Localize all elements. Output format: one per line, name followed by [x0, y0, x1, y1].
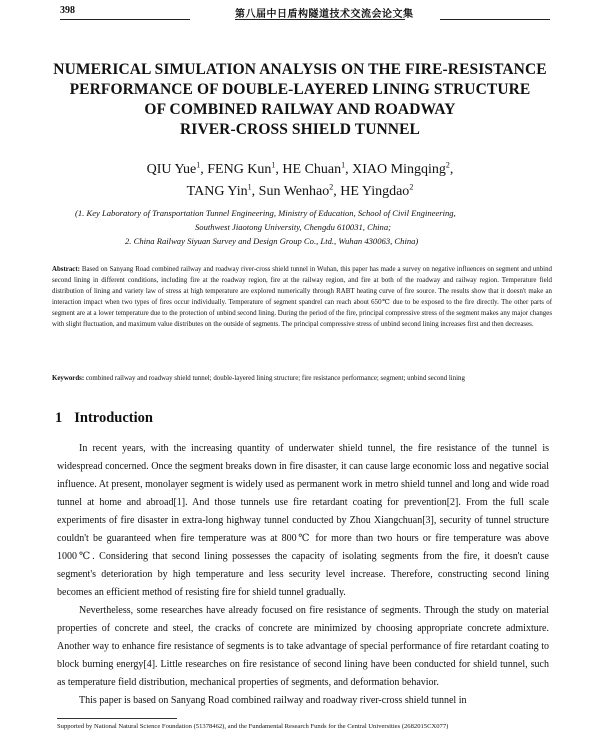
author-name: XIAO Mingqing	[352, 162, 446, 177]
author-name: HE Chuan	[282, 162, 342, 177]
author-affil-mark: 1	[271, 160, 276, 170]
author-affil-mark: 1	[247, 182, 252, 192]
running-header	[60, 5, 550, 21]
paragraph: This paper is based on Sanyang Road combined railway and roadway river-cross shield tunnel in	[79, 695, 467, 706]
page-number: 398	[60, 5, 75, 16]
author-affil-mark: 1	[196, 160, 201, 170]
keywords-text: combined railway and roadway shield tunnel; double-layered lining structure; fire resistance performance; segment; unbind second lining	[84, 375, 465, 382]
paragraph: In recent years, with the increasing quantity of underwater shield tunnel, the fire resistance of the tunnel is widespread concerned. Once the segment breaks down in fire disaster, it can cause large economic loss and negative social influence. At present, monolayer segment is widely used as permanent work in metro shield tunnel and long and wide road tunnel at home and abroad[1]. And those tunnels use fire retardant coating for prevention[2]. From the full scale experiments of fire disaster in extra-long highway tunnel conducted by Zhou Xiangchuan[3], security of tunnel structure couldn't be guaranteed when fire temperature was at 800℃ for more than two hours or fire temperature was above 1000℃. Considering that second lining possesses the capacity of isolating segments from the fire, it doesn't cause segment's deterioration by high temperature and less security level increase. Therefore, constructing second lining becomes an efficient method of resisting fire for shield tunnel gradually.	[57, 443, 549, 598]
affiliation-line: (1. Key Laboratory of Transportation Tunnel Engineering, Ministry of Education, School of Civil Engineering,	[75, 208, 456, 218]
author-name: HE Yingdao	[340, 184, 410, 199]
running-title: 第八届中日盾构隧道技术交流会论文集	[235, 9, 414, 20]
affiliations	[50, 206, 560, 248]
author-line-2: TANG Yin$^1$, Sun Wenhao$^2$, HE Yingdao$^2$	[186, 182, 414, 199]
author-affil-mark: 2	[445, 160, 450, 170]
body-text	[57, 440, 549, 710]
header-rule-middle	[235, 19, 405, 20]
author-list	[40, 159, 560, 203]
paragraph: Nevertheless, some researches have already focused on fire resistance of segments. Through the study on material properties of concrete and steel, the cracks of concrete are minimized by choosing appropriate concrete admixture. Another way to enhance fire resistance of segments is to take advantage of special performance of fire retardant coating to block burning energy[4]. Little researches on fire resistance of second lining have been conducted for shield tunnel, such as temperature field distribution, mechanical properties of segments, and deformation behavior.	[57, 605, 549, 688]
title-line: OF COMBINED RAILWAY AND ROADWAY	[144, 101, 456, 118]
keywords	[52, 373, 552, 384]
author-name: Sun Wenhao	[258, 184, 330, 199]
abstract-text: Based on Sanyang Road combined railway and roadway river-cross shield tunnel in Wuhan, this paper has made a survey on negative influences on segment and unbind second lining in different conditions, including fire at the roadway region, fire at the railway region, and fire at both of the roadway and railway region. Temperature field distribution of lining and variety law of stress at high temperature are explored numerically through RABT heating curve of fire source. The results show that it doesn't make an interaction impact when two types of fires occur individually. Temperature of segment spandrel can reach about 650℃ due to be exposed to the fire directly. The other parts of segment are at a lower temperature due to the protection of unbind second lining. During the period of the fire, principal compressive stress of the segment makes any major changes with slight fluctuation, and maximum value distributes on the outside of segments. The principal compressive stress of unbind second lining increases first and then decreases.	[52, 266, 552, 329]
keywords-label: Keywords:	[52, 375, 85, 382]
author-name: FENG Kun	[207, 162, 272, 177]
title-line: PERFORMANCE OF DOUBLE-LAYERED LINING STRUCTURE	[69, 81, 531, 98]
section-number: 1	[55, 410, 63, 426]
title-line: RIVER-CROSS SHIELD TUNNEL	[180, 121, 420, 138]
title-line: NUMERICAL SIMULATION ANALYSIS ON THE FIRE-RESISTANCE	[53, 61, 547, 78]
author-affil-mark: 2	[409, 182, 414, 192]
author-line-1: QIU Yue$^1$, FENG Kun$^1$, HE Chuan$^1$, XIAO Mingqing$^2$,	[146, 160, 454, 177]
author-affil-mark: 1	[341, 160, 346, 170]
footnote-rule	[57, 718, 177, 719]
footnote: Supported by National Natural Science Foundation (51378462), and the Fundamental Research Funds for the Central Universities (2682015CX077)	[57, 723, 449, 730]
paper-title	[40, 60, 560, 140]
abstract-label: Abstract:	[52, 266, 80, 273]
author-name: QIU Yue	[146, 162, 197, 177]
author-name: TANG Yin	[186, 184, 248, 199]
header-rule-left	[60, 19, 190, 20]
affiliation-line: Southwest Jiaotong University, Chengdu 610031, China;	[195, 222, 391, 232]
section-heading	[55, 410, 153, 427]
header-rule-right	[440, 19, 550, 20]
affiliation-line: 2. China Railway Siyuan Survey and Design Group Co., Ltd., Wuhan 430063, China)	[125, 236, 419, 246]
author-affil-mark: 2	[329, 182, 334, 192]
abstract	[52, 264, 552, 331]
section-title: Introduction	[74, 410, 153, 426]
